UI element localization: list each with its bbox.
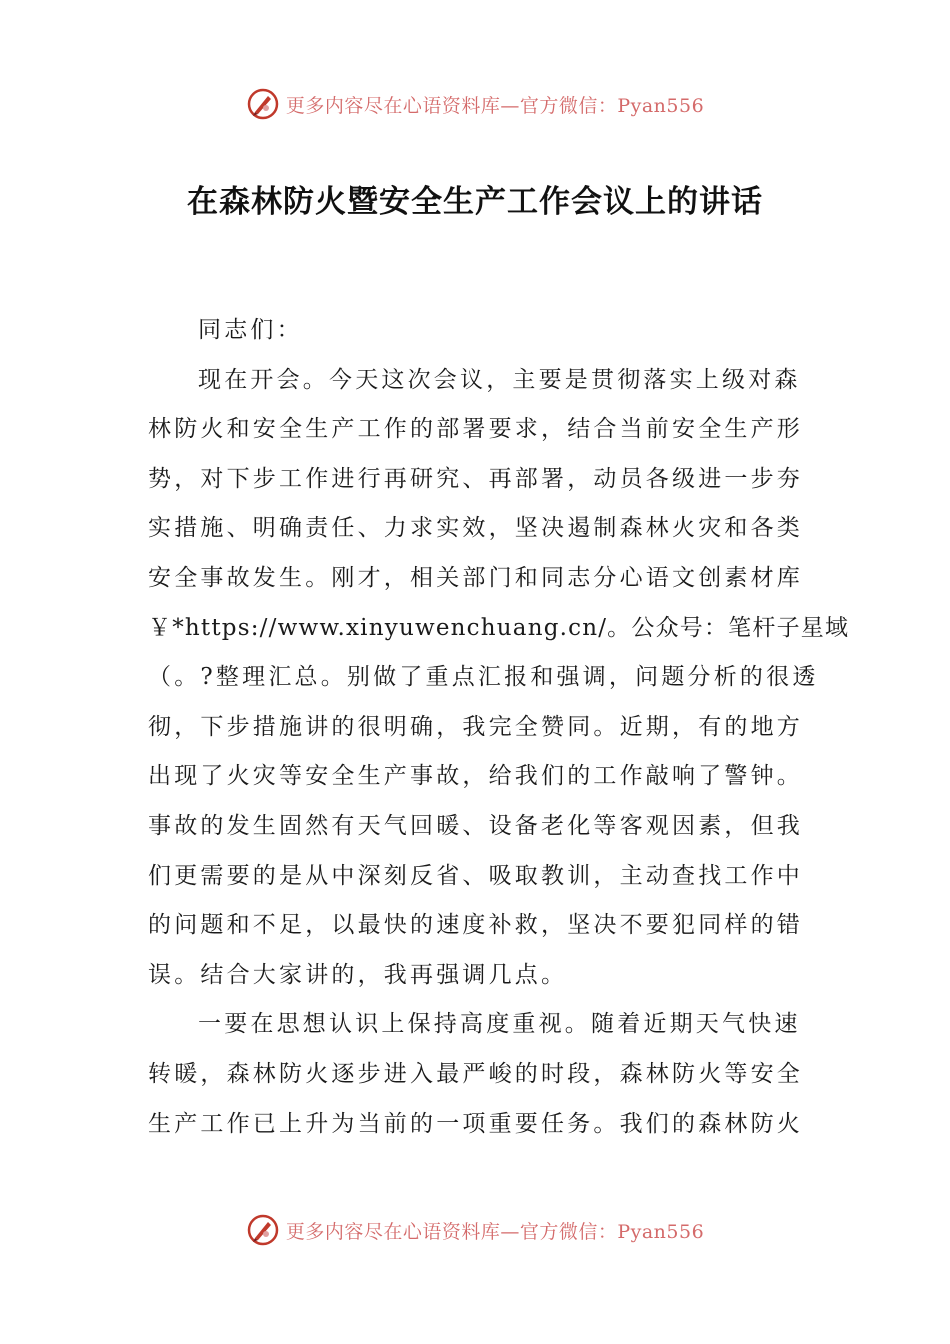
watermark-text: 更多内容尽在心语资料库—官方微信：Pyan556 bbox=[285, 1220, 705, 1243]
paragraph-line: 彻，下步措施讲的很明确，我完全赞同。近期，有的地方 bbox=[148, 713, 803, 740]
paragraph-line: （。?整理汇总。别做了重点汇报和强调，问题分析的很透 bbox=[148, 664, 819, 691]
pen-circle-logo-icon bbox=[246, 87, 280, 121]
paragraph-line: 生产工作已上升为当前的一项重要任务。我们的森林防火 bbox=[148, 1110, 803, 1137]
paragraph-line: 出现了火灾等安全生产事故，给我们的工作敲响了警钟。 bbox=[148, 763, 803, 790]
paragraph-line: ￥*https://www.xinyuwenchuang.cn/。公众号：笔杆子星域 bbox=[148, 614, 850, 641]
paragraph-line: 实措施、明确责任、力求实效，坚决遏制森林火灾和各类 bbox=[148, 515, 803, 542]
salutation-line: 同志们： bbox=[198, 317, 303, 343]
watermark-text: 更多内容尽在心语资料库—官方微信：Pyan556 bbox=[285, 94, 705, 117]
paragraph-line: 转暖，森林防火逐步进入最严峻的时段，森林防火等安全 bbox=[148, 1060, 803, 1087]
paragraph-line: 安全事故发生。刚才，相关部门和同志分心语文创素材库 bbox=[148, 564, 803, 591]
paragraph-line: 林防火和安全生产工作的部署要求，结合当前安全生产形 bbox=[148, 416, 803, 443]
paragraph-line: 势，对下步工作进行再研究、再部署，动员各级进一步夯 bbox=[148, 465, 803, 492]
paragraph-line: 误。结合大家讲的，我再强调几点。 bbox=[148, 961, 568, 988]
paragraph-line: 事故的发生固然有天气回暖、设备老化等客观因素，但我 bbox=[148, 812, 803, 839]
header-watermark bbox=[0, 84, 950, 124]
document-body bbox=[148, 306, 850, 1149]
document-title: 在森林防火暨安全生产工作会议上的讲话 bbox=[187, 184, 763, 220]
paragraph-line: 一要在思想认识上保持高度重视。随着近期天气快速 bbox=[198, 1011, 801, 1038]
paragraph-line: 现在开会。今天这次会议，主要是贯彻落实上级对森 bbox=[198, 366, 801, 393]
paragraph-line: 的问题和不足，以最快的速度补救，坚决不要犯同样的错 bbox=[148, 912, 803, 939]
footer-watermark bbox=[0, 1210, 950, 1250]
paragraph-line: 们更需要的是从中深刻反省、吸取教训，主动查找工作中 bbox=[148, 862, 803, 889]
pen-circle-logo-icon bbox=[246, 1213, 280, 1247]
